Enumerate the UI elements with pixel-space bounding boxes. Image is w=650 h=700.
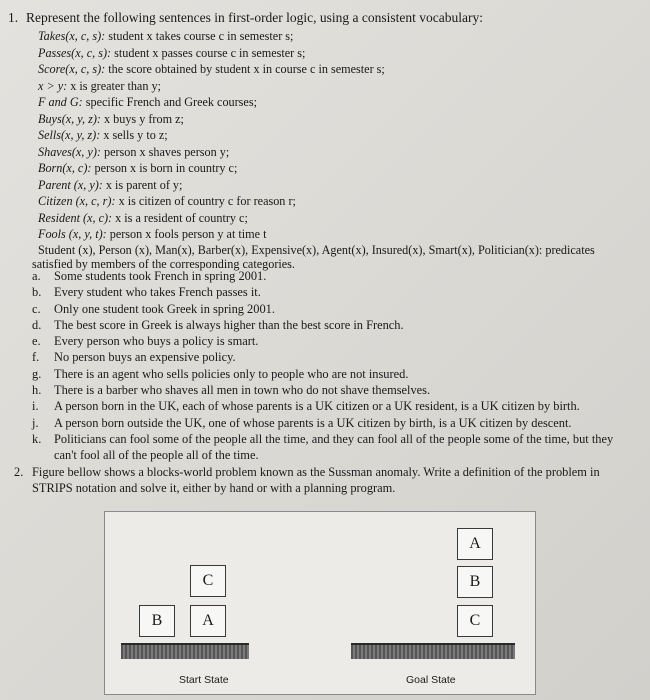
vocab-row [38, 78, 628, 95]
vocab-term: Takes(x, c, s): [38, 29, 106, 43]
vocab-term: Fools (x, y, t): [38, 227, 107, 241]
sentence-item [32, 366, 632, 382]
vocab-row [38, 210, 628, 227]
sentence-item [32, 268, 632, 284]
vocab-term: Shaves(x, y): [38, 144, 101, 159]
sentence-item [32, 317, 632, 333]
item-letter: c. [32, 301, 41, 316]
item-text: Every person who buys a policy is smart. [54, 334, 259, 349]
item-text: A person born outside the UK, one of whose parents is a UK citizen by birth, is a UK citizen by descent. [54, 415, 572, 430]
vocab-term: Born(x, c): [38, 161, 92, 175]
goal-block-a: A [457, 528, 493, 560]
vocab-desc: x sells y to z; [100, 128, 168, 142]
goal-table [351, 643, 515, 659]
goal-block-b: B [457, 566, 493, 598]
vocab-desc: specific French and Greek courses; [82, 95, 257, 109]
vocab-row [38, 61, 628, 78]
sentence-item [32, 415, 632, 431]
vocab-row [38, 28, 628, 45]
vocab-row [38, 177, 628, 194]
start-table [121, 643, 249, 659]
sentence-item [32, 398, 632, 414]
vocab-row [38, 193, 628, 210]
vocab-desc: person x fools person y at time t [106, 227, 267, 241]
item-letter: h. [32, 383, 42, 398]
vocab-row [38, 94, 628, 111]
item-letter: i. [32, 399, 39, 414]
sentence-item [32, 284, 632, 300]
item-text: A person born in the UK, each of whose parents is a UK citizen or a UK resident, is a UK citizen by birth. [54, 399, 580, 414]
vocab-term: x > y: [38, 78, 68, 93]
item-text: Politicians can fool some of the people all the time, and they can fool all of the people some of the time, but they can't fool all of the people all of the time. [54, 431, 614, 463]
start-block-c: C [190, 565, 226, 597]
vocab-term: F and G: [38, 95, 83, 109]
vocab-row [38, 144, 628, 161]
vocab-desc: x is parent of y; [102, 177, 183, 192]
start-block-a: A [190, 605, 226, 637]
vocab-desc: student x passes course c in semester s; [111, 45, 306, 60]
vocab-term: Citizen (x, c, r): [38, 194, 116, 208]
item-text: There is a barber who shaves all men in town who do not shave themselves. [54, 383, 431, 398]
item-text: The best score in Greek is always higher than the best score in French. [54, 317, 404, 332]
item-letter: k. [32, 431, 42, 446]
item-letter: e. [32, 334, 41, 349]
vocab-term: Parent (x, y): [38, 177, 103, 192]
sentence-item [32, 431, 632, 464]
item-text: Only one student took Greek in spring 2001. [54, 301, 275, 316]
vocab-row [38, 160, 628, 177]
sentence-item [32, 301, 632, 317]
item-letter: b. [32, 285, 42, 300]
vocab-desc: x is greater than y; [67, 78, 161, 93]
vocab-term: Passes(x, c, s): [38, 45, 112, 60]
question-1-title: Represent the following sentences in first-order logic, using a consistent vocabulary: [26, 10, 484, 25]
blocks-world-figure [104, 511, 536, 695]
vocab-row [38, 226, 628, 243]
start-block-b: B [139, 605, 175, 637]
vocab-desc: person x shaves person y; [100, 144, 230, 159]
goal-block-c: C [457, 605, 493, 637]
question-2-number: 2. [14, 465, 24, 479]
vocab-desc: x buys y from z; [100, 111, 184, 126]
start-state-label: Start State [179, 674, 229, 686]
vocab-desc: x is citizen of country c for reason r; [115, 194, 296, 208]
sentence-item [32, 382, 632, 398]
vocab-row [38, 45, 628, 62]
vocabulary-list [32, 28, 628, 272]
item-text: There is an agent who sells policies only to people who are not insured. [54, 366, 409, 381]
item-letter: f. [32, 350, 40, 365]
vocab-desc: person x is born in country c; [91, 161, 238, 175]
question-2-text: Figure bellow shows a blocks-world problem known as the Sussman anomaly. Write a definition of the problem in STRIPS notation and solve it, either by hand or with a planning program. [32, 465, 600, 495]
sentence-item [32, 333, 632, 349]
question-2 [14, 464, 634, 496]
predicates-line: Student (x), Person (x), Man(x), Barber(x), Expensive(x), Agent(x), Insured(x), Smart(x), Politician(x): predicates satisfied by members of the corresponding categories. [32, 242, 595, 271]
vocab-row [38, 127, 628, 144]
item-letter: g. [32, 366, 42, 381]
vocab-desc: x is a resident of country c; [112, 210, 248, 225]
question-1-number: 1. [8, 10, 19, 25]
item-letter: a. [32, 269, 41, 283]
item-letter: d. [32, 317, 42, 332]
vocab-term: Score(x, c, s): [38, 62, 106, 76]
question-1-heading [8, 10, 483, 26]
item-text: Every student who takes French passes it. [54, 285, 261, 300]
vocab-desc: the score obtained by student x in course c in semester s; [105, 62, 385, 76]
vocab-term: Resident (x, c): [38, 210, 113, 225]
vocab-desc: student x takes course c in semester s; [105, 29, 294, 43]
vocab-term: Sells(x, y, z): [38, 128, 101, 142]
sentence-list [32, 268, 632, 464]
sentence-item [32, 349, 632, 365]
item-letter: j. [32, 415, 39, 430]
vocab-term: Buys(x, y, z): [38, 111, 101, 126]
item-text: Some students took French in spring 2001. [54, 269, 267, 283]
vocab-row [38, 111, 628, 128]
goal-state-label: Goal State [406, 674, 456, 686]
item-text: No person buys an expensive policy. [54, 350, 236, 365]
